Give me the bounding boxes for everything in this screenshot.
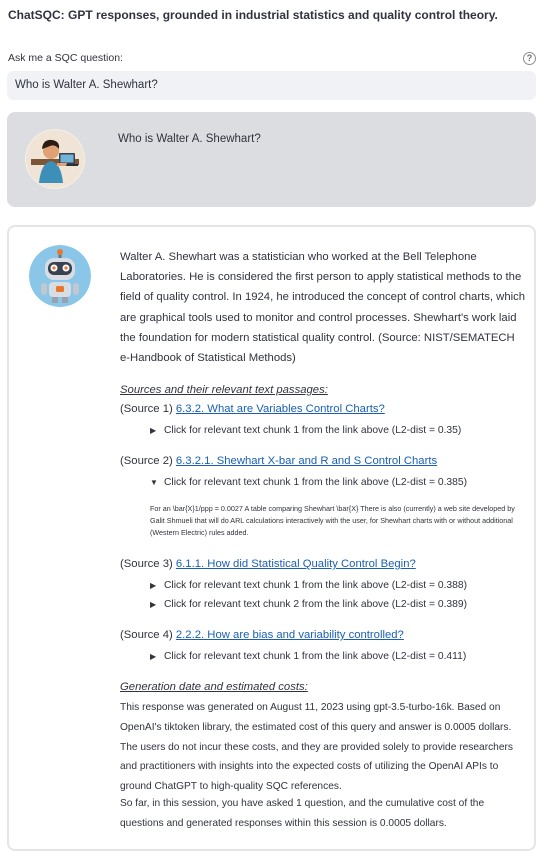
source-prefix: (Source 1) <box>120 403 173 415</box>
chunk-label: Click for relevant text chunk 1 from the link above (L2-dist = 0.411) <box>164 651 467 662</box>
costs-title: Generation date and estimated costs: <box>120 681 308 693</box>
source-link[interactable]: 6.3.2. What are Variables Control Charts? <box>175 403 385 415</box>
source-prefix: (Source 2) <box>120 455 173 467</box>
source-prefix: (Source 4) <box>120 629 173 641</box>
triangle-right-icon: ▶ <box>150 426 157 435</box>
source-4 <box>120 629 404 641</box>
chunk-expander[interactable] <box>150 651 466 662</box>
robot-avatar <box>29 245 91 307</box>
triangle-right-icon: ▶ <box>150 600 157 609</box>
chunk-label: Click for relevant text chunk 1 from the link above (L2-dist = 0.388) <box>164 580 468 591</box>
source-link[interactable]: 6.3.2.1. Shewhart X-bar and R and S Control Charts <box>175 455 438 467</box>
question-circle-icon[interactable]: ? <box>523 52 536 65</box>
question-input[interactable]: Who is Walter A. Shewhart? <box>7 71 536 100</box>
chunk-label: Click for relevant text chunk 1 from the link above (L2-dist = 0.35) <box>164 425 462 436</box>
chunk-text: For an \bar{X}1/ppp = 0.0027 A table comparing Shewhart \bar{X} There is also (currently) a web site developed by Galit Shmueli that will do ARL calculations interactively with the user, for Shewhart charts with or without additional (Western Electric) rules added. <box>150 504 515 537</box>
chunk-expander[interactable] <box>150 425 461 436</box>
triangle-down-icon: ▼ <box>150 478 158 487</box>
source-1 <box>120 403 385 415</box>
session-cost-paragraph: So far, in this session, you have asked 1 question, and the cumulative cost of the questions and generated responses within this session is 0.0005 dollars. <box>120 798 485 829</box>
triangle-right-icon: ▶ <box>150 581 157 590</box>
assistant-message-body <box>120 247 526 368</box>
chunk-label: Click for relevant text chunk 1 from the link above (L2-dist = 0.385) <box>164 477 468 488</box>
source-2 <box>120 455 437 467</box>
assistant-message <box>7 225 536 851</box>
chunk-label: Click for relevant text chunk 2 from the link above (L2-dist = 0.389) <box>164 599 468 610</box>
user-message-text: Who is Walter A. Shewhart? <box>118 133 261 145</box>
source-link[interactable]: 6.1.1. How did Statistical Quality Control Begin? <box>175 558 416 570</box>
user-message <box>7 112 536 207</box>
question-label: Ask me a SQC question: <box>8 52 123 64</box>
chunk-expander[interactable] <box>150 599 467 610</box>
costs-paragraph: This response was generated on August 11, 2023 using gpt-3.5-turbo-16k. Based on OpenAI's tiktoken library, the estimated cost of this query and answer is 0.0005 dollars. The users do not incur these costs, and they are provided solely to provide researchers and practitioners with insights into the expected costs of utilizing the OpenAI APIs to ground ChatGPT to high-quality SQC references. <box>120 702 513 793</box>
page-title: ChatSQC: GPT responses, grounded in industrial statistics and quality control theory. <box>8 8 498 22</box>
answer-text: Walter A. Shewhart was a statistician who worked at the Bell Telephone Laboratories. He is considered the first person to apply statistical methods to the field of quality control. In 1924, he introduced the concept of control charts, which are graphical tools used to monitor and control processes. Shewhart's work laid the foundation for modern statistical quality control. (Source: NIST/SEMATECH e-Handbook of Statistical Methods) <box>120 251 526 365</box>
sources-title: Sources and their relevant text passages: <box>120 384 328 396</box>
source-3 <box>120 558 416 570</box>
chunk-expander[interactable] <box>150 580 467 591</box>
source-link[interactable]: 2.2.2. How are bias and variability controlled? <box>175 629 404 641</box>
person-at-laptop-avatar <box>25 129 85 189</box>
chunk-expander[interactable] <box>150 477 467 488</box>
triangle-right-icon: ▶ <box>150 652 157 661</box>
source-prefix: (Source 3) <box>120 558 173 570</box>
